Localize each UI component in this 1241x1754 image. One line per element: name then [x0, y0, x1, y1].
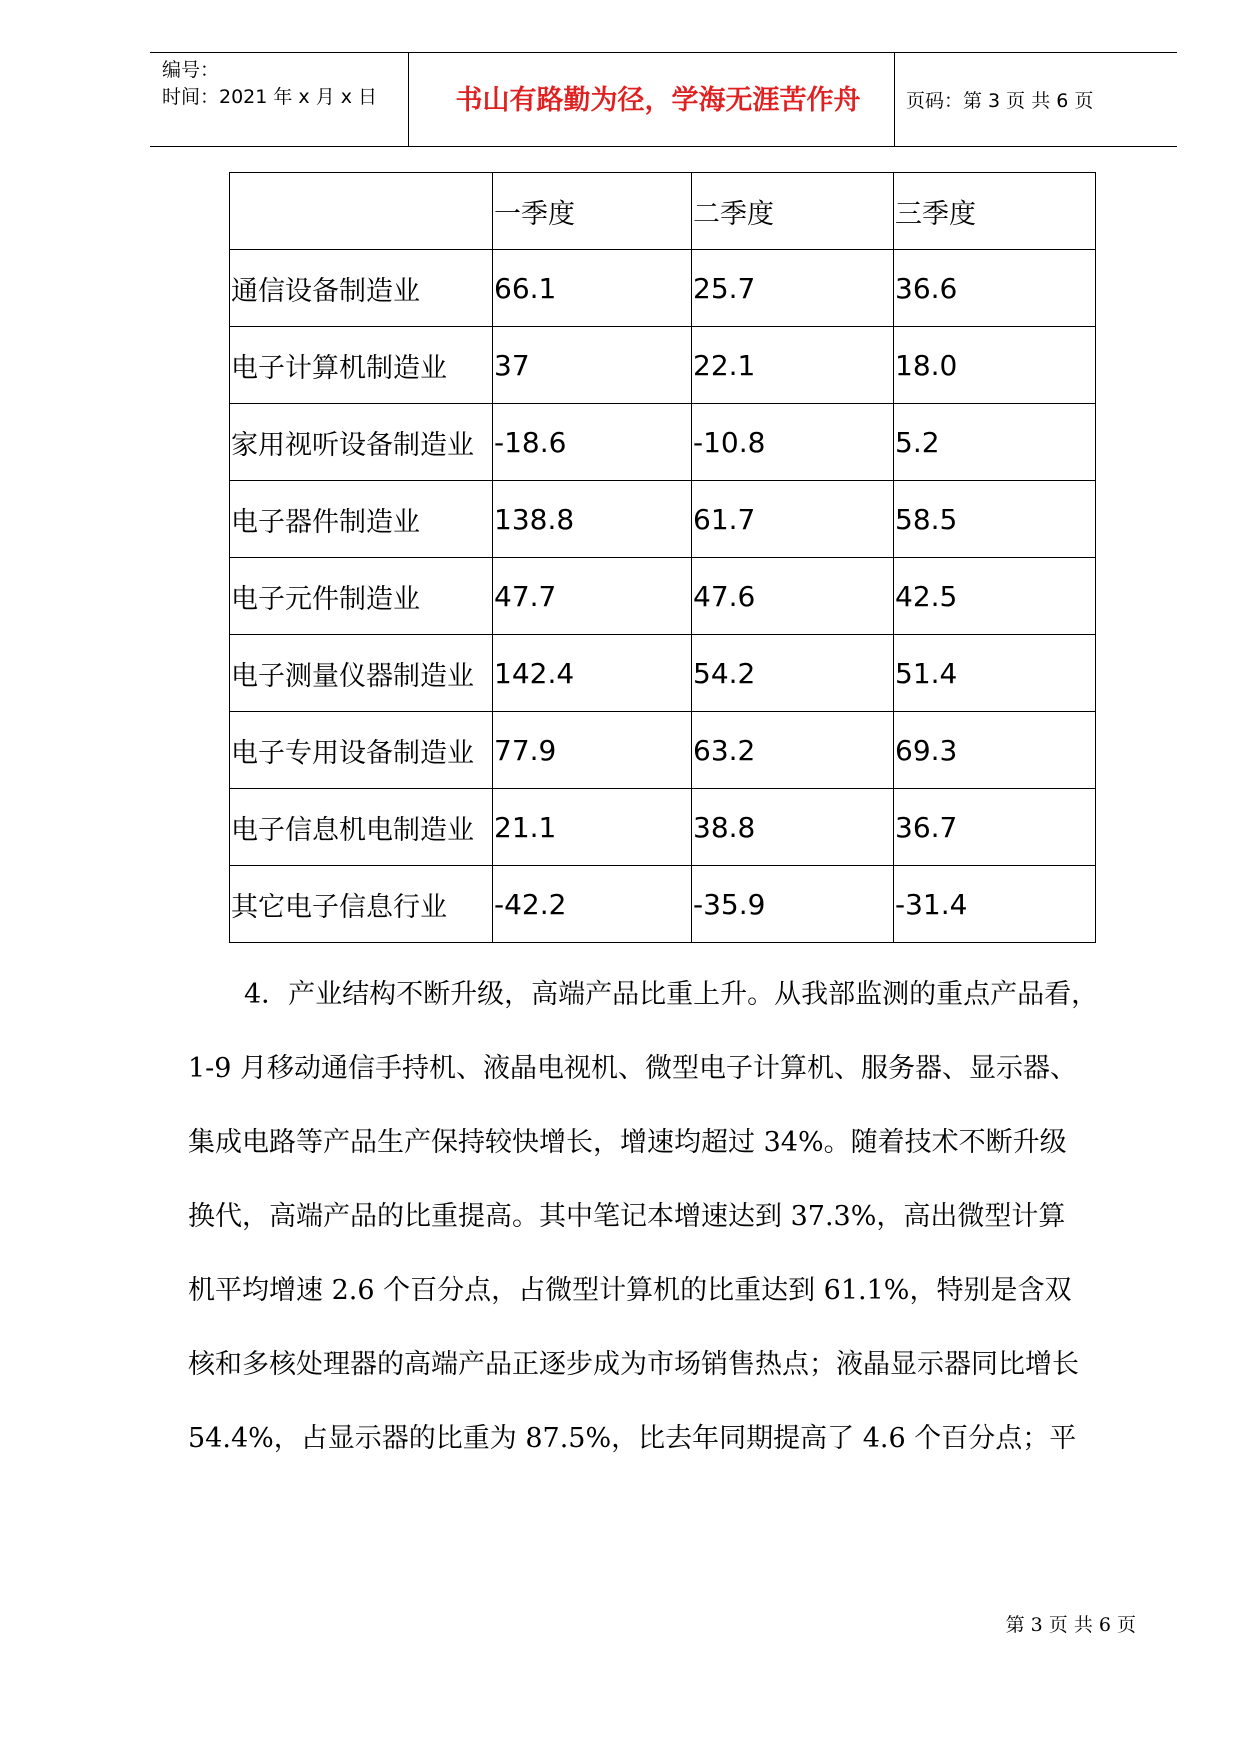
- paragraph-line: 54.4%，占显示器的比重为 87.5%，比去年同期提高了 4.6 个百分点；平: [188, 1423, 1077, 1454]
- paragraph-line: 集成电路等产品生产保持较快增长，增速均超过 34%。随着技术不断升级: [188, 1127, 1067, 1158]
- growth-value-cell: 51.4: [894, 635, 1096, 712]
- table-row: [230, 866, 1096, 943]
- table-row: [230, 481, 1096, 558]
- header-divider-left: [408, 53, 409, 146]
- industry-name-cell: 电子器件制造业: [230, 481, 493, 558]
- growth-value-cell: -35.9: [692, 866, 894, 943]
- header-meta: [162, 57, 377, 111]
- table-row: [230, 789, 1096, 866]
- table-header-cell: 一季度: [493, 173, 692, 250]
- table-header-blank: [230, 173, 493, 250]
- growth-value-cell: 38.8: [692, 789, 894, 866]
- industry-name-cell: 其它电子信息行业: [230, 866, 493, 943]
- industry-name-cell: 电子信息机电制造业: [230, 789, 493, 866]
- table-row: [230, 712, 1096, 789]
- growth-value-cell: -10.8: [692, 404, 894, 481]
- growth-value-cell: 22.1: [692, 327, 894, 404]
- growth-value-cell: 77.9: [493, 712, 692, 789]
- growth-value-cell: 54.2: [692, 635, 894, 712]
- document-number-label: 编号：: [162, 59, 220, 81]
- industry-name-cell: 通信设备制造业: [230, 250, 493, 327]
- paragraph-line: 核和多核处理器的高端产品正逐步成为市场销售热点；液晶显示器同比增长: [188, 1349, 1079, 1380]
- growth-value-cell: 18.0: [894, 327, 1096, 404]
- growth-value-cell: 69.3: [894, 712, 1096, 789]
- growth-value-cell: 21.1: [493, 789, 692, 866]
- growth-value-cell: 63.2: [692, 712, 894, 789]
- table-header-row: [230, 173, 1096, 250]
- table-row: [230, 404, 1096, 481]
- document-date-label: 时间：2021 年 x 月 x 日: [162, 86, 378, 108]
- industry-name-cell: 电子专用设备制造业: [230, 712, 493, 789]
- growth-value-cell: 36.6: [894, 250, 1096, 327]
- growth-value-cell: 58.5: [894, 481, 1096, 558]
- page-header: [150, 52, 1177, 147]
- header-page-number: 页码：第 3 页 共 6 页: [906, 90, 1094, 112]
- table-header-cell: 二季度: [692, 173, 894, 250]
- table-row: [230, 635, 1096, 712]
- table-row: [230, 250, 1096, 327]
- industry-growth-table: [229, 172, 1096, 943]
- growth-value-cell: 25.7: [692, 250, 894, 327]
- paragraph-line: 1-9 月移动通信手持机、液晶电视机、微型电子计算机、服务器、显示器、: [188, 1053, 1078, 1084]
- growth-value-cell: 47.7: [493, 558, 692, 635]
- growth-value-cell: -18.6: [493, 404, 692, 481]
- industry-name-cell: 电子测量仪器制造业: [230, 635, 493, 712]
- growth-value-cell: -31.4: [894, 866, 1096, 943]
- growth-value-cell: 37: [493, 327, 692, 404]
- industry-name-cell: 电子元件制造业: [230, 558, 493, 635]
- growth-value-cell: 142.4: [493, 635, 692, 712]
- table-row: [230, 327, 1096, 404]
- growth-value-cell: 138.8: [493, 481, 692, 558]
- paragraph-line: 换代，高端产品的比重提高。其中笔记本增速达到 37.3%，高出微型计算: [188, 1201, 1066, 1232]
- growth-value-cell: -42.2: [493, 866, 692, 943]
- paragraph-line: 机平均增速 2.6 个百分点，占微型计算机的比重达到 61.1%，特别是含双: [188, 1275, 1072, 1306]
- growth-value-cell: 66.1: [493, 250, 692, 327]
- header-motto: 书山有路勤为径，学海无涯苦作舟: [455, 85, 861, 116]
- industry-name-cell: 电子计算机制造业: [230, 327, 493, 404]
- header-divider-right: [894, 53, 895, 146]
- growth-value-cell: 36.7: [894, 789, 1096, 866]
- growth-value-cell: 61.7: [692, 481, 894, 558]
- growth-value-cell: 5.2: [894, 404, 1096, 481]
- table-header-cell: 三季度: [894, 173, 1096, 250]
- page-footer: 第 3 页 共 6 页: [1005, 1614, 1136, 1636]
- growth-value-cell: 47.6: [692, 558, 894, 635]
- body-paragraph: [188, 958, 1168, 1476]
- table-row: [230, 558, 1096, 635]
- industry-name-cell: 家用视听设备制造业: [230, 404, 493, 481]
- growth-value-cell: 42.5: [894, 558, 1096, 635]
- paragraph-line: 4．产业结构不断升级，高端产品比重上升。从我部监测的重点产品看，: [244, 979, 1099, 1010]
